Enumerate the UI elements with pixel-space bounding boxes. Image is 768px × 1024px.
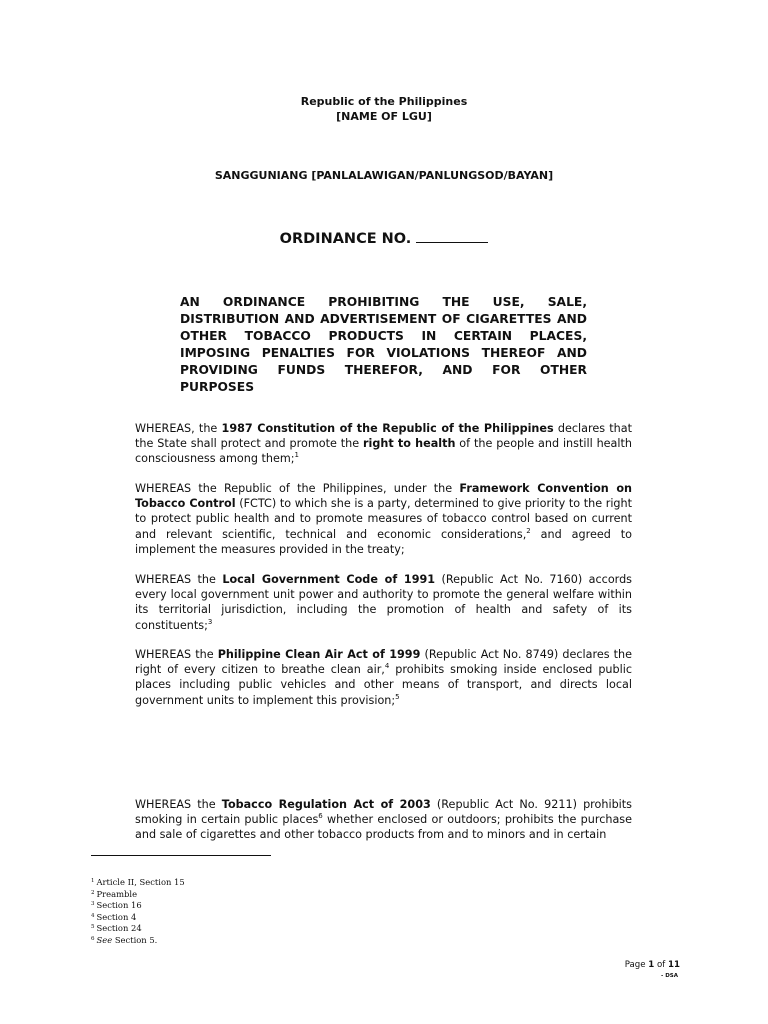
council-name: SANGGUNIANG [PANLALAWIGAN/PANLUNGSOD/BAYAN] <box>214 169 554 182</box>
whereas-clause-1: WHEREAS, the 1987 Constitution of the Republic of the Philippines declares that the State shall protect and promote the right to health of the people and instill health consciousness among them;$^1$ <box>135 422 633 466</box>
author-initials: - DSA <box>661 973 678 979</box>
footnote-3: $^3$ Section 16 <box>91 900 142 911</box>
page-number: Page 1 of 11 <box>624 960 680 970</box>
whereas-clause-5: WHEREAS the Tobacco Regulation Act of 2003 (Republic Act No. 9211) prohibits smoking in certain public places$^6$ whether enclosed or outdoors; prohibits the purchase and sale of cigarettes and other tobacco products from and to minors and in certain <box>135 798 633 842</box>
whereas-clause-3: WHEREAS the Local Government Code of 1991 (Republic Act No. 7160) accords every local government unit power and authority to promote the general welfare within its territorial jurisdiction, including the promotion of health and safety of its constituents;$^3$ <box>135 573 632 632</box>
tobacco-regulation-act-ref: Tobacco Regulation Act of 2003 <box>221 798 431 811</box>
header-country: Republic of the Philippines <box>300 95 468 108</box>
ordinance-title: AN ORDINANCE PROHIBITING THE USE, SALE, DISTRIBUTION AND ADVERTISEMENT OF CIGARETTES AND OTHER TOBACCO PRODUCTS IN CERTAIN PLACES, IMPOSING PENALTIES FOR VIOLATIONS THEREOF AND PROVIDING FUNDS THEREFOR, AND FOR OTHER PURPOSES <box>180 295 587 394</box>
constitution-ref: 1987 Constitution of the Republic of the Philippines <box>221 422 554 435</box>
ordinance-label: ORDINANCE NO. <box>279 231 412 247</box>
ordinance-number <box>0 230 768 247</box>
footnote-ref-4[interactable]: 4 <box>384 662 390 671</box>
footnote-6: $^6$ See Section 5. <box>91 934 158 945</box>
current-page: 1 <box>648 960 655 970</box>
whereas-clause-4: WHEREAS the Philippine Clean Air Act of 1999 (Republic Act No. 8749) declares the right of every citizen to breathe clean air,$^4$ prohibits smoking inside enclosed public places including public vehicles and other means of transport, and directs local government units to implement this provision;$^5$ <box>135 648 632 707</box>
local-gov-code-ref: Local Government Code of 1991 <box>222 573 436 586</box>
right-to-health: right to health <box>363 437 456 451</box>
footnote-2: $^2$ Preamble <box>91 888 138 899</box>
fctc-ref: Framework Convention on Tobacco Control <box>135 482 632 511</box>
footnote-ref-1[interactable]: 1 <box>294 451 299 460</box>
whereas-clause-2: WHEREAS the Republic of the Philippines, under the Framework Convention on Tobacco Control (FCTC) to which she is a party, determined to give priority to the right to protect public health and to promote measures of tobacco control based on current and relevant scientific, technical and economic considerations,$^2$ and agreed to implement the measures provided in the treaty; <box>135 482 633 556</box>
clean-air-act-ref: Philippine Clean Air Act of 1999 <box>217 648 421 661</box>
ordinance-number-blank <box>416 230 488 243</box>
footnote-ref-5[interactable]: 5 <box>395 692 400 701</box>
header-lgu-name: [NAME OF LGU] <box>336 110 432 123</box>
footnote-5: $^5$ Section 24 <box>91 923 142 934</box>
footnote-ref-6[interactable]: 6 <box>318 812 323 821</box>
footnotes <box>91 877 391 947</box>
footnote-ref-3[interactable]: 3 <box>207 617 213 626</box>
footnote-divider <box>91 855 271 856</box>
footnote-1: $^1$ Article II, Section 15 <box>91 877 185 887</box>
footnote-4: $^4$ Section 4 <box>91 911 137 922</box>
footnote-ref-2[interactable]: 2 <box>526 526 531 535</box>
total-pages: 11 <box>668 960 680 970</box>
